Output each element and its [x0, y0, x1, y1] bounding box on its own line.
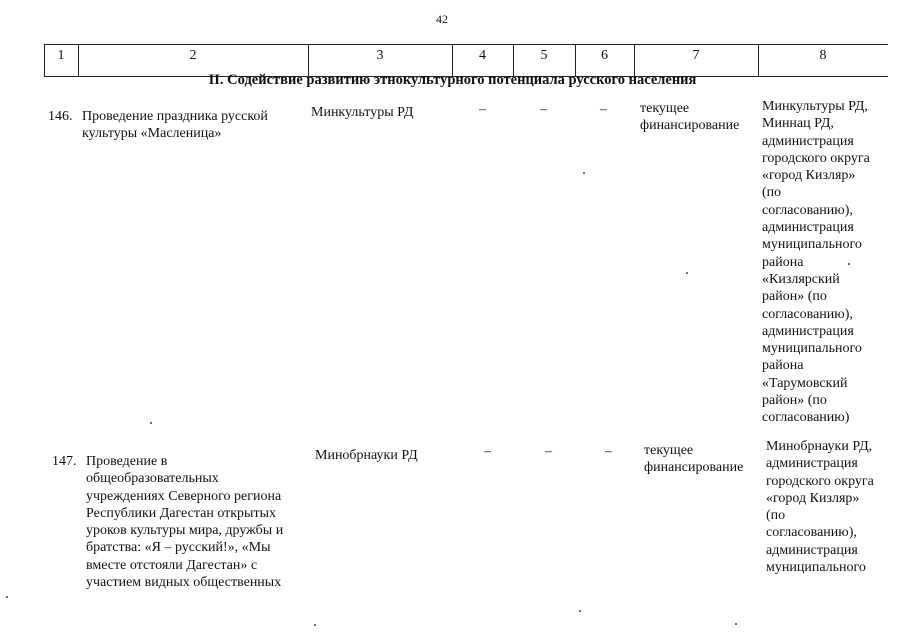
header-col-3: 3 — [376, 48, 384, 63]
row-number: 147. — [52, 454, 77, 469]
scan-speck — [583, 172, 585, 174]
row-co-executors: Минкультуры РД, Миннац РД, администрация городского округа «город Кизляр» (по согласованию), администрация муниципального района «Кизлярский район» (по согласованию), администрация муниципального района «Тарумовский район» (по согласованию) — [762, 99, 870, 426]
row-executor: Минобрнауки РД — [315, 448, 418, 463]
header-col-5: 5 — [540, 48, 548, 63]
row-executor: Минкультуры РД — [311, 105, 414, 120]
header-col-4: 4 — [479, 48, 486, 63]
row-col5: – — [545, 444, 552, 459]
row-co-executors: Минобрнауки РД, администрация городского округа «город Кизляр» (по согласованию), администрация муниципального — [766, 439, 874, 576]
scan-speck — [314, 624, 316, 626]
scan-speck — [686, 272, 688, 274]
row-event: Проведение в общеобразовательных учреждениях Северного региона Республики Дагестан открытых уроков культуры мира, дружбы и братства: «Я – русский!», «Мы вместе отстояли Дагестан» с участием видных общественных — [86, 454, 284, 591]
scan-speck — [6, 596, 8, 598]
header-col-2: 2 — [189, 48, 197, 63]
row-col4: – — [484, 444, 491, 459]
header-col-1: 1 — [57, 48, 65, 63]
scan-speck — [848, 263, 850, 265]
row-number: 146. — [48, 109, 73, 124]
header-col-7: 7 — [692, 48, 700, 63]
row-financing: текущее финансирование — [640, 101, 740, 134]
row-financing: текущее финансирование — [644, 443, 744, 476]
scan-speck — [150, 422, 152, 424]
row-col6: – — [600, 102, 607, 117]
row-col4: – — [479, 102, 486, 117]
header-col-6: 6 — [601, 48, 608, 63]
row-col5: – — [540, 102, 547, 117]
page-number: 42 — [436, 12, 448, 26]
header-top-border — [44, 44, 888, 45]
scan-speck — [735, 623, 737, 625]
row-col6: – — [605, 444, 612, 459]
header-col-8: 8 — [819, 48, 827, 63]
scan-speck — [579, 610, 581, 612]
row-event: Проведение праздника русской культуры «Масленица» — [82, 109, 268, 142]
section-title: II. Содействие развитию этнокультурного потенциала русского населения — [208, 72, 697, 88]
